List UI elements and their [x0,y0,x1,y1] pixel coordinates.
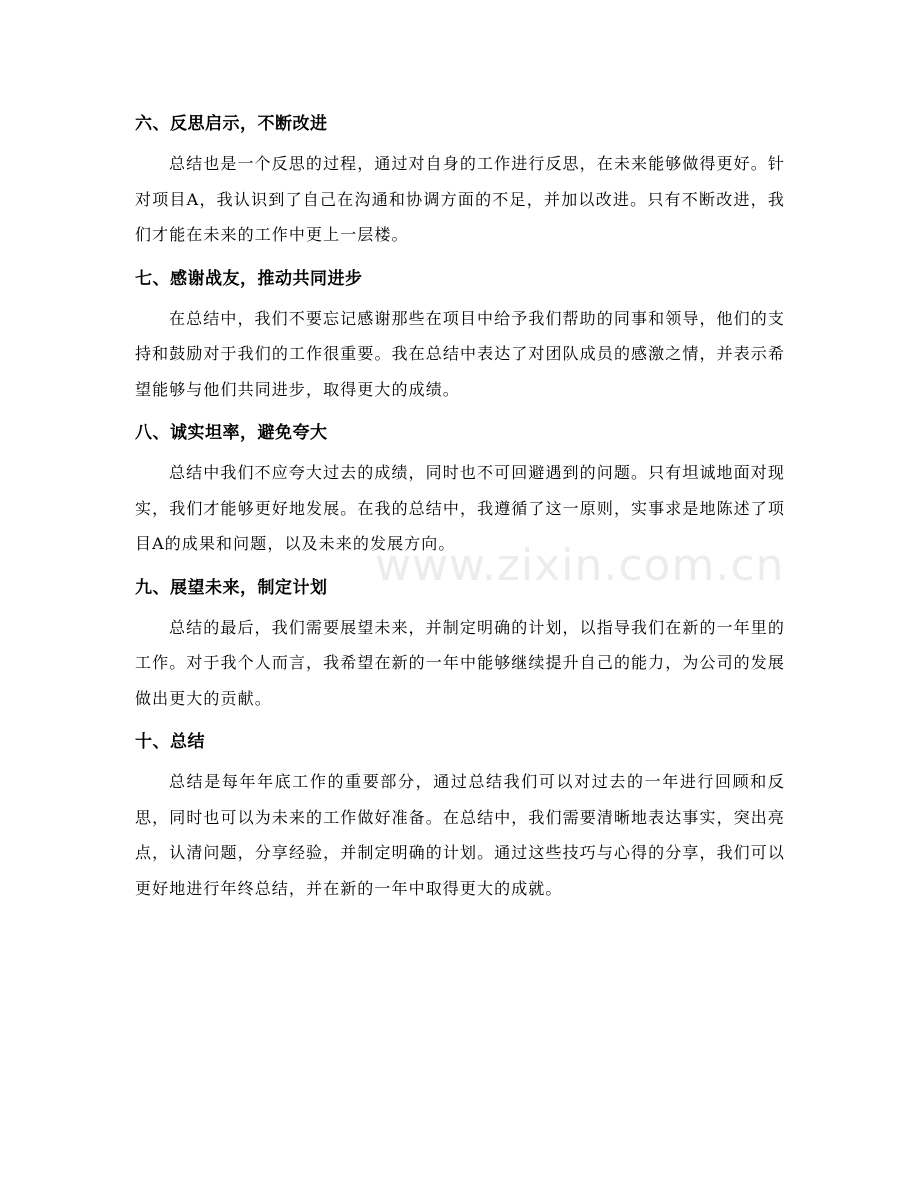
watermark: www.zixin.com.cn [375,540,785,591]
section-body-7: 在总结中，我们不要忘记感谢那些在项目中给予我们帮助的同事和领导，他们的支持和鼓励对于我们的工作很重要。我在总结中表达了对团队成员的感激之情，并表示希望能够与他们共同进步，取得更大的成绩。 [135,308,785,399]
section-body-10: 总结是每年年底工作的重要部分，通过总结我们可以对过去的一年进行回顾和反思，同时也可以为未来的工作做好准备。在总结中，我们需要清晰地表达事实，突出亮点，认清问题，分享经验，并制定明确的计划。通过这些技巧与心得的分享，我们可以更好地进行年终总结，并在新的一年中取得更大的成就。 [135,772,785,898]
section-heading-10: 十、总结 [135,732,205,752]
section-heading-6: 六、反思启示，不断改进 [135,114,328,134]
document-page [135,98,785,914]
section-heading-8: 八、诚实坦率，避免夸大 [135,423,328,443]
section-body-6: 总结也是一个反思的过程，通过对自身的工作进行反思，在未来能够做得更好。针对项目A，我认识到了自己在沟通和协调方面的不足，并加以改进。只有不断改进，我们才能在未来的工作中更上一层楼。 [135,154,785,244]
section-body-9: 总结的最后，我们需要展望未来，并制定明确的计划，以指导我们在新的一年里的工作。对于我个人而言，我希望在新的一年中能够继续提升自己的能力，为公司的发展做出更大的贡献。 [135,617,785,708]
section-heading-9: 九、展望未来，制定计划 [135,577,328,598]
section-heading-7: 七、感谢战友，推动共同进步 [135,268,363,289]
section-body-8: 总结中我们不应夸大过去的成绩，同时也不可回避遇到的问题。只有坦诚地面对现实，我们才能够更好地发展。在我的总结中，我遵循了这一原则，实事求是地陈述了项目A的成果和问题，以及未来的发展方向。 [135,463,785,553]
